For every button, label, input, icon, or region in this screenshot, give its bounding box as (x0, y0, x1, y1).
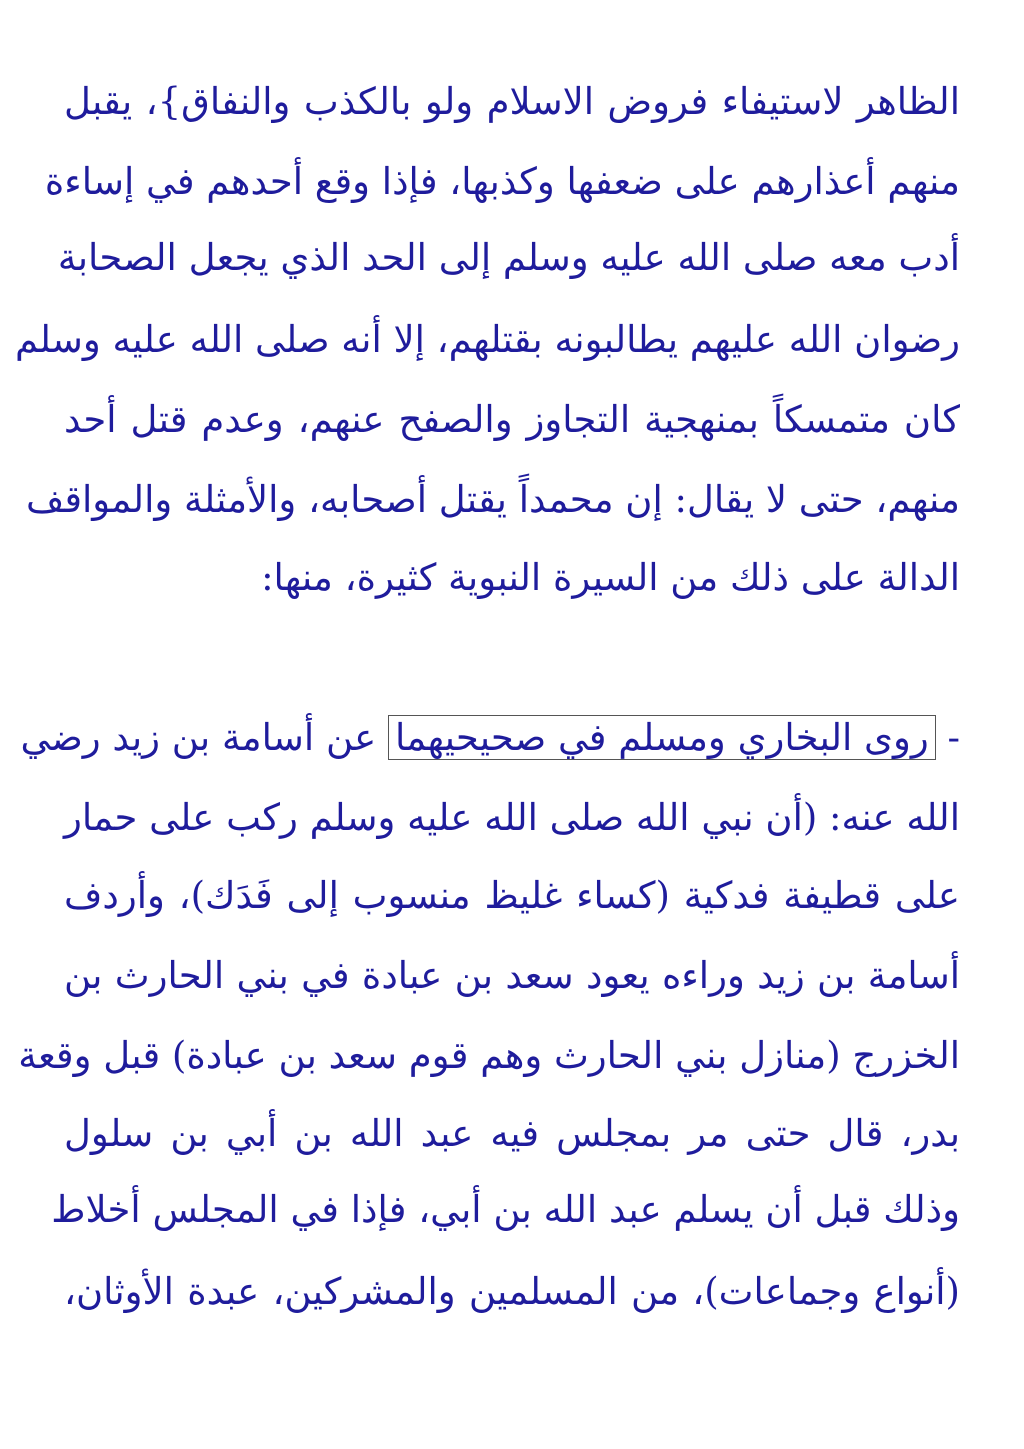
paragraph-1-line-6: منهم، حتى لا يقال: إن محمداً يقتل أصحابه، والأمثلة والمواقف (26, 478, 960, 521)
paragraph-2-line-1-rest: عن أسامة بن زيد رضي (20, 716, 388, 759)
paragraph-1-line-5: كان متمسكاً بمنهجية التجاوز والصفح عنهم، وعدم قتل أحد (64, 398, 960, 441)
paragraph-2-line-4: أسامة بن زيد وراءه يعود سعد بن عبادة في بني الحارث بن (64, 954, 960, 997)
paragraph-2-line-5: الخزرج (منازل بني الحارث وهم قوم سعد بن عبادة) قبل وقعة (18, 1034, 960, 1077)
paragraph-1-line-3: أدب معه صلى الله عليه وسلم إلى الحد الذي يجعل الصحابة (57, 236, 960, 279)
paragraph-2-line-2: الله عنه: (أن نبي الله صلى الله عليه وسلم ركب على حمار (64, 796, 960, 839)
paragraph-1-line-4: رضوان الله عليهم يطالبونه بقتلهم، إلا أنه صلى الله عليه وسلم (15, 318, 960, 361)
paragraph-2-line-1 (20, 708, 960, 768)
paragraph-2-line-6: بدر، قال حتى مر بمجلس فيه عبد الله بن أبي بن سلول (64, 1112, 960, 1155)
paragraph-1-line-1: الظاهر لاستيفاء فروض الاسلام ولو بالكذب والنفاق}، يقبل (64, 80, 960, 123)
highlighted-source: روى البخاري ومسلم في صحيحيهما (388, 715, 936, 760)
paragraph-2-line-8: (أنواع وجماعات)، من المسلمين والمشركين، عبدة الأوثان، (64, 1270, 960, 1313)
list-dash: - (935, 716, 960, 759)
paragraph-1-line-2: منهم أعذارهم على ضعفها وكذبها، فإذا وقع أحدهم في إساءة (44, 160, 960, 203)
paragraph-1-line-7: الدالة على ذلك من السيرة النبوية كثيرة، منها: (261, 556, 960, 599)
paragraph-2-line-7: وذلك قبل أن يسلم عبد الله بن أبي، فإذا في المجلس أخلاط (51, 1188, 960, 1231)
paragraph-2-line-3: على قطيفة فدكية (كساء غليظ منسوب إلى فَدَك)، وأردف (64, 874, 960, 917)
